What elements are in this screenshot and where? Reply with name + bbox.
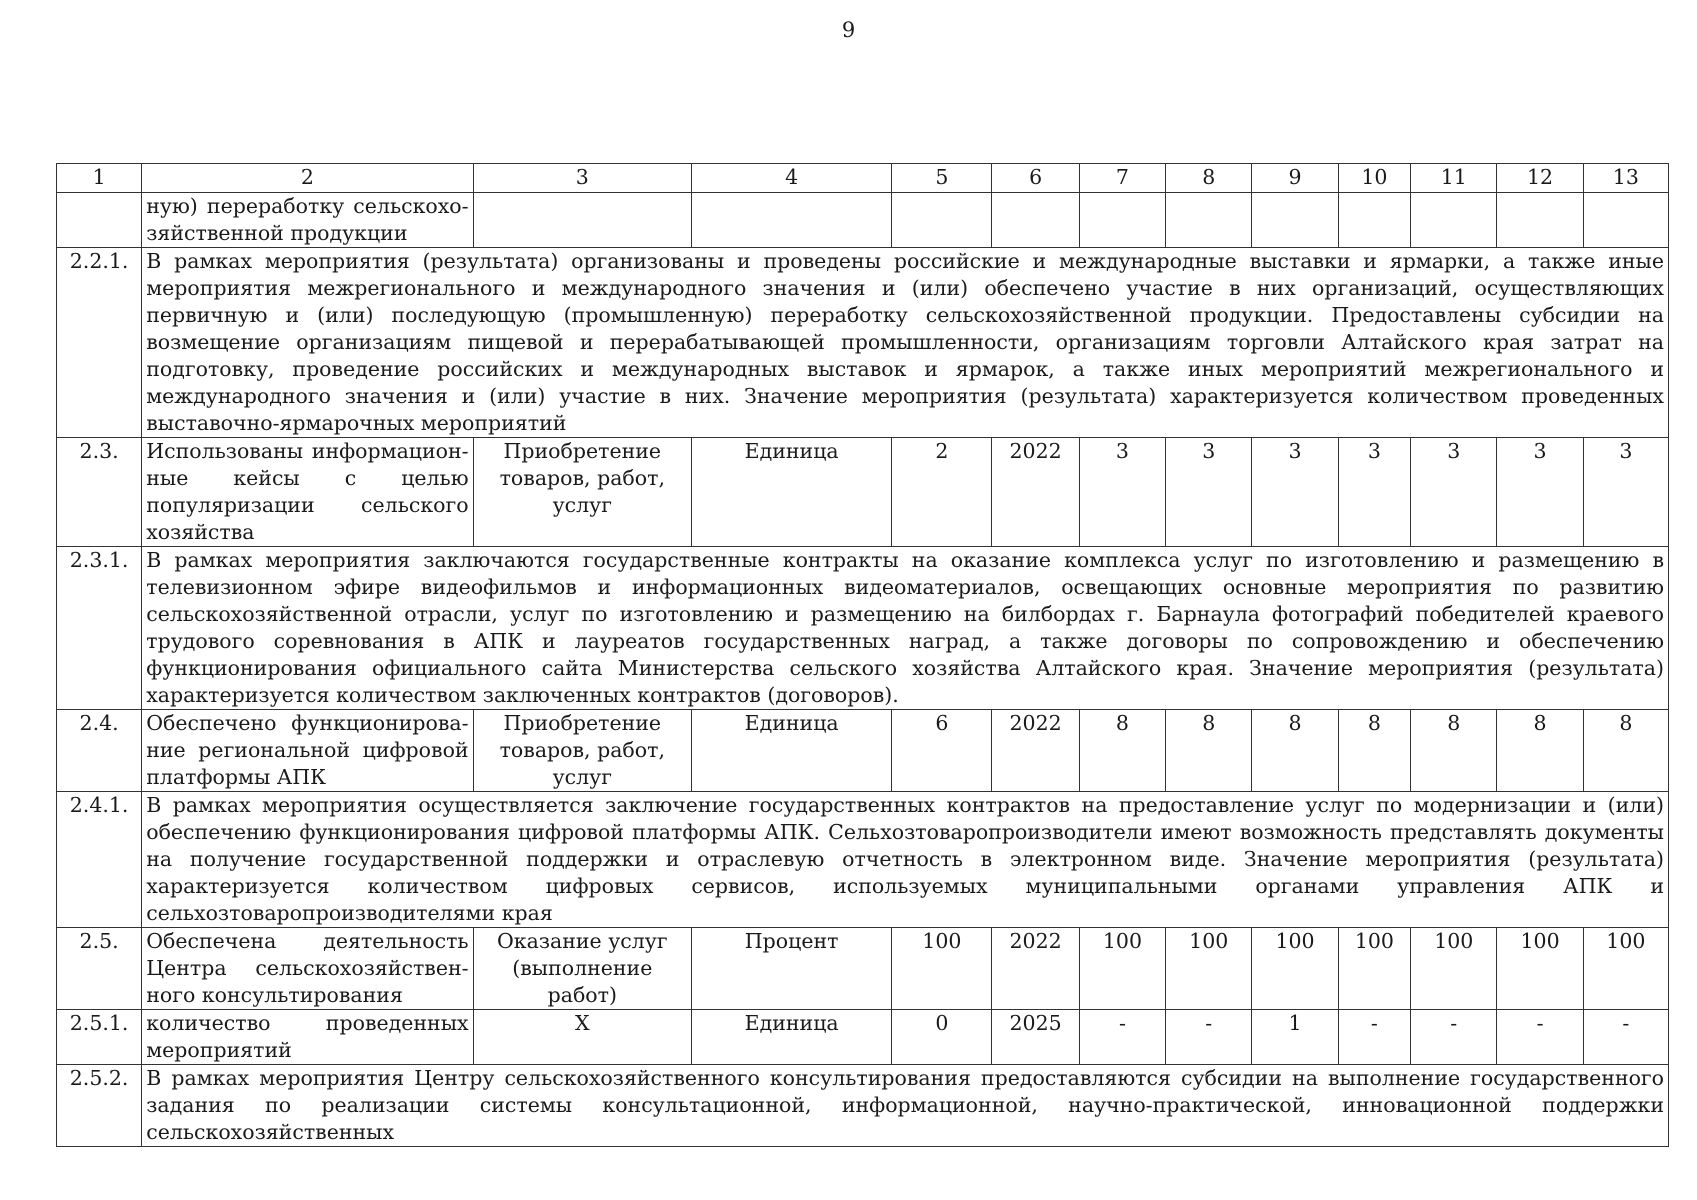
row-value-cell: - <box>1166 1010 1252 1065</box>
row-unit-cell: Единица <box>691 710 891 792</box>
row-base-cell: 100 <box>892 928 992 1010</box>
table-header-row <box>57 164 1669 193</box>
row-number-cell <box>57 193 142 248</box>
table-row-2-3 <box>57 438 1669 547</box>
header-cell: 8 <box>1166 164 1252 193</box>
table-row-continuation <box>57 193 1669 248</box>
row-description-cell: В рамках мероприятия Центру сельскохозяйственного консультирования предоставляются субсидии на выполнение государственного задания по реализации системы консультационной, информационной, научно-практической, инновационной поддержки сельскохозяйственных <box>142 1065 1669 1147</box>
row-description-cell: В рамках мероприятия осуществляется заключение государственных контрактов на предоставление услуг по модернизации и (или) обеспечению функционирования цифровой платформы АПК. Сельхозтоваропроизводители имеют возможность представлять документы на получение государственной поддержки и отраслевую отчетность в электронном виде. Значение мероприятия (результата) характеризуется количеством цифровых сервисов, используемых муниципальными органами управления АПК и сельхозтоваропроизводителями края <box>142 792 1669 928</box>
row-value-cell: - <box>1079 1010 1165 1065</box>
row-value-cell: 8 <box>1411 710 1497 792</box>
row-number-cell: 2.3. <box>57 438 142 547</box>
row-value-cell: 100 <box>1411 928 1497 1010</box>
indicators-table <box>56 163 1669 1147</box>
row-name-cell: Обеспечено функционирова-ние региональной цифровой платформы АПК <box>142 710 473 792</box>
row-number-cell: 2.4.1. <box>57 792 142 928</box>
row-description-cell: В рамках мероприятия заключаются государственные контракты на оказание комплекса услуг по изготовлению и размещению в телевизионном эфире видеофильмов и информационных видеоматериалов, освещающих основные мероприятия по развитию сельскохозяйственной отрасли, услуг по изготовлению и размещению на билбордах г. Барнаула фотографий победителей краевого трудового соревнования в АПК и лауреатов государственных наград, а также договоры по сопровождению и обеспечению функционирования официального сайта Министерства сельского хозяйства Алтайского края. Значение мероприятия (результата) характеризуется количеством заключенных контрактов (договоров). <box>142 547 1669 710</box>
header-cell: 7 <box>1079 164 1165 193</box>
row-value-cell: 100 <box>1583 928 1668 1010</box>
row-value-cell: 8 <box>1252 710 1338 792</box>
row-value-cell: - <box>1497 1010 1583 1065</box>
row-value-cell: 8 <box>1079 710 1165 792</box>
row-description-cell: В рамках мероприятия (результата) организованы и проведены российские и международные выставки и ярмарки, а также иные мероприятия межрегионального и международного значения и (или) обеспечено участие в них организаций, осуществляющих первичную и (или) последующую (промышленную) переработку сельскохозяйственной продукции. Предоставлены субсидии на возмещение организациям пищевой и перерабатывающей промышленности, организациям торговли Алтайского края затрат на подготовку, проведение российских и международных выставок и ярмарок, а также иных мероприятий межрегионального и международного значения и (или) участие в них. Значение мероприятия (результата) характеризуется количеством проведенных выставочно-ярмарочных мероприятий <box>142 248 1669 438</box>
row-value-cell: 8 <box>1338 710 1410 792</box>
row-value-cell: - <box>1583 1010 1668 1065</box>
header-cell: 2 <box>142 164 473 193</box>
row-value-cell: 3 <box>1583 438 1668 547</box>
row-unit-cell: Процент <box>691 928 891 1010</box>
row-base-cell: 0 <box>892 1010 992 1065</box>
table-row-2-2-1 <box>57 248 1669 438</box>
row-value-cell: 3 <box>1411 438 1497 547</box>
row-name-cell: Использованы информацион-ные кейсы с целью популяризации сельского хозяйства <box>142 438 473 547</box>
table-row-2-4-1 <box>57 792 1669 928</box>
row-value-cell: 8 <box>1497 710 1583 792</box>
header-cell: 3 <box>473 164 691 193</box>
table-row-2-5-1 <box>57 1010 1669 1065</box>
row-value-cell: 3 <box>1166 438 1252 547</box>
row-name-cell: ную) переработку сельскохо-зяйственной продукции <box>142 193 473 248</box>
row-number-cell: 2.5. <box>57 928 142 1010</box>
row-base-cell: 2 <box>892 438 992 547</box>
row-year-cell: 2025 <box>992 1010 1079 1065</box>
row-value-cell: 8 <box>1166 710 1252 792</box>
table-row-2-5 <box>57 928 1669 1010</box>
header-cell: 4 <box>691 164 891 193</box>
row-value-cell: 3 <box>1252 438 1338 547</box>
row-value-cell: 1 <box>1252 1010 1338 1065</box>
header-cell: 11 <box>1411 164 1497 193</box>
row-value-cell: - <box>1411 1010 1497 1065</box>
row-type-cell: Оказание услуг (выполнение работ) <box>473 928 691 1010</box>
row-value-cell: 100 <box>1166 928 1252 1010</box>
row-unit-cell: Единица <box>691 1010 891 1065</box>
row-value-cell: 8 <box>1583 710 1668 792</box>
row-number-cell: 2.5.2. <box>57 1065 142 1147</box>
table-row-2-3-1 <box>57 547 1669 710</box>
row-value-cell: 3 <box>1338 438 1410 547</box>
row-value-cell: 100 <box>1252 928 1338 1010</box>
row-type-cell: Х <box>473 1010 691 1065</box>
header-cell: 13 <box>1583 164 1668 193</box>
header-cell: 12 <box>1497 164 1583 193</box>
row-value-cell: 3 <box>1497 438 1583 547</box>
row-type-cell: Приобретение товаров, работ, услуг <box>473 710 691 792</box>
header-cell: 1 <box>57 164 142 193</box>
row-value-cell: 100 <box>1079 928 1165 1010</box>
row-year-cell: 2022 <box>992 710 1079 792</box>
table-row-2-5-2 <box>57 1065 1669 1147</box>
header-cell: 9 <box>1252 164 1338 193</box>
row-number-cell: 2.4. <box>57 710 142 792</box>
header-cell: 5 <box>892 164 992 193</box>
row-name-cell: количество проведенных мероприятий <box>142 1010 473 1065</box>
header-cell: 10 <box>1338 164 1410 193</box>
row-name-cell: Обеспечена деятельность Центра сельскохозяйствен-ного консультирования <box>142 928 473 1010</box>
table-row-2-4 <box>57 710 1669 792</box>
header-cell: 6 <box>992 164 1079 193</box>
row-number-cell: 2.3.1. <box>57 547 142 710</box>
row-base-cell: 6 <box>892 710 992 792</box>
row-value-cell: 100 <box>1338 928 1410 1010</box>
row-year-cell: 2022 <box>992 928 1079 1010</box>
row-number-cell: 2.2.1. <box>57 248 142 438</box>
row-type-cell: Приобретение товаров, работ, услуг <box>473 438 691 547</box>
row-value-cell: 3 <box>1079 438 1165 547</box>
row-value-cell: 100 <box>1497 928 1583 1010</box>
row-unit-cell: Единица <box>691 438 891 547</box>
row-value-cell: - <box>1338 1010 1410 1065</box>
row-number-cell: 2.5.1. <box>57 1010 142 1065</box>
page-number: 9 <box>841 18 856 42</box>
row-year-cell: 2022 <box>992 438 1079 547</box>
